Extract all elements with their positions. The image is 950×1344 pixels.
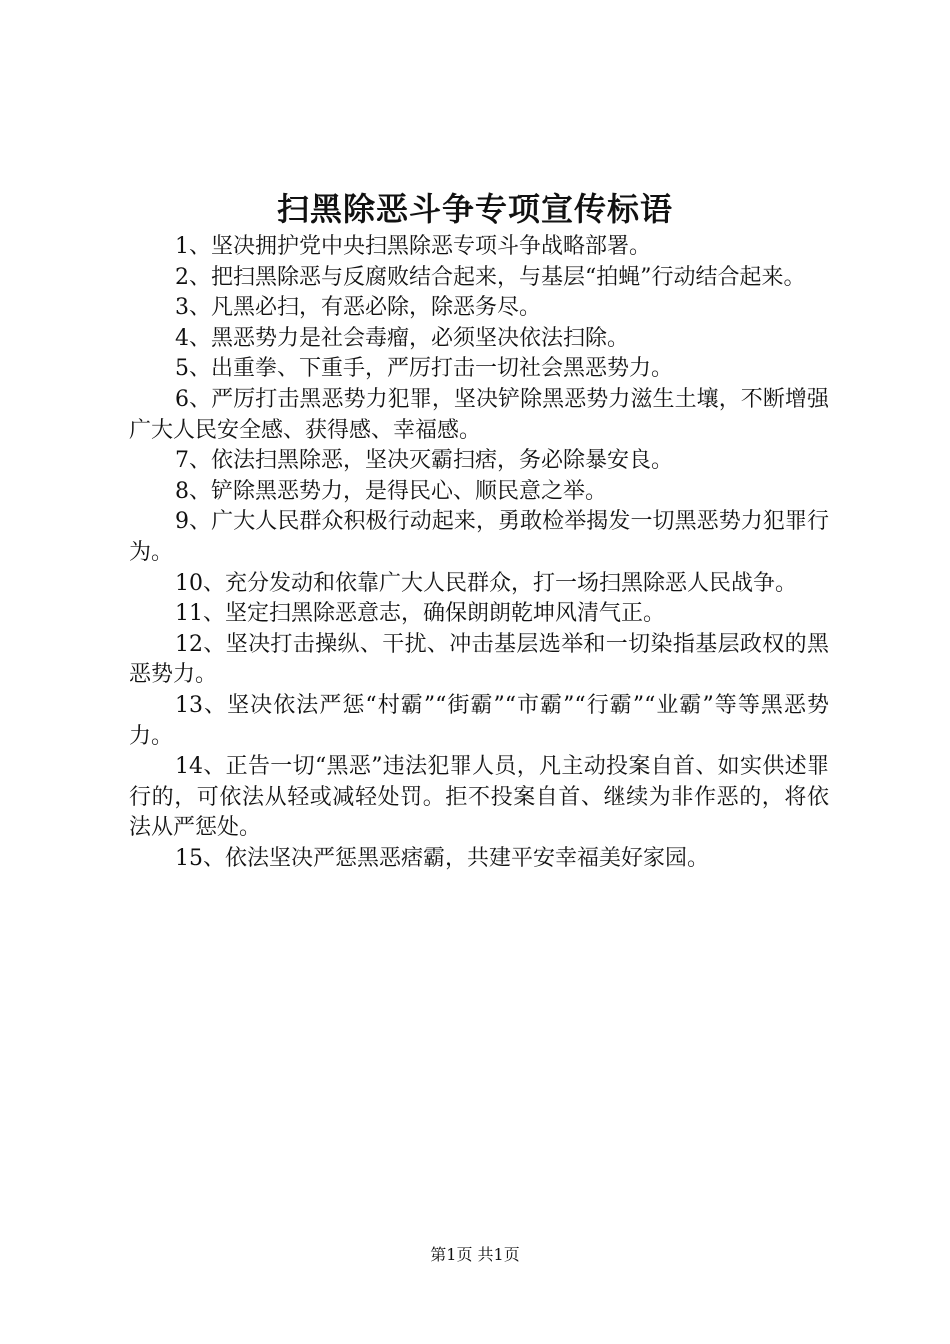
slogan-item: 11、坚定扫黑除恶意志，确保朗朗乾坤风清气正。 [175, 601, 665, 627]
slogan-item: 4、黑恶势力是社会毒瘤，必须坚决依法扫除。 [175, 325, 629, 351]
slogan-item: 12、坚决打击操纵、干扰、冲击基层选举和一切染指基层政权的黑恶势力。 [129, 631, 829, 688]
document-title: 扫黑除恶斗争专项宣传标语 [276, 190, 673, 228]
slogan-item: 6、严厉打击黑恶势力犯罪，坚决铲除黑恶势力滋生土壤，不断增强广大人民安全感、获得感、幸福感。 [129, 386, 829, 443]
slogan-item: 8、铲除黑恶势力，是得民心、顺民意之举。 [175, 478, 607, 504]
slogan-item: 10、充分发动和依靠广大人民群众，打一场扫黑除恶人民战争。 [175, 570, 797, 596]
slogan-item: 13、坚决依法严惩“村霸”“街霸”“市霸”“行霸”“业霸”等等黑恶势力。 [129, 692, 829, 749]
page-total: 共1页 [477, 1245, 520, 1264]
slogan-item: 14、正告一切“黑恶”违法犯罪人员，凡主动投案自首、如实供述罪行的，可依法从轻或减轻处罚。拒不投案自首、继续为非作恶的，将依法从严惩处。 [129, 754, 829, 841]
slogan-item: 15、依法坚决严惩黑恶痞霸，共建平安幸福美好家园。 [175, 845, 709, 871]
slogan-item: 3、凡黑必扫，有恶必除，除恶务尽。 [175, 295, 541, 321]
slogan-item: 1、坚决拥护党中央扫黑除恶专项斗争战略部署。 [175, 234, 651, 259]
page-footer [0, 1244, 950, 1266]
slogan-item: 7、依法扫黑除恶，坚决灭霸扫痞，务必除暴安良。 [175, 448, 673, 474]
page-number: 第1页 [430, 1245, 473, 1264]
slogan-item: 2、把扫黑除恶与反腐败结合起来，与基层“拍蝇”行动结合起来。 [175, 264, 806, 290]
slogan-item: 9、广大人民群众积极行动起来，勇敢检举揭发一切黑恶势力犯罪行为。 [129, 509, 829, 565]
slogan-list [129, 232, 829, 874]
slogan-item: 5、出重拳、下重手，严厉打击一切社会黑恶势力。 [175, 356, 673, 382]
